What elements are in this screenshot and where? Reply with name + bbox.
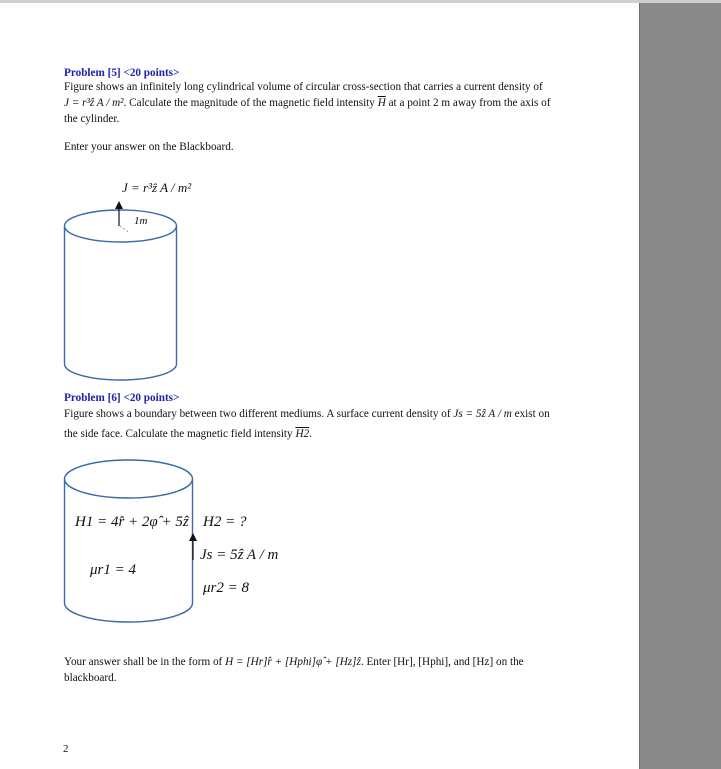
problem5-enter-instruction: Enter your answer on the Blackboard. xyxy=(64,141,234,153)
fig2-h1-label: H1 = 4r̂ + 2φ̂ + 5ẑ xyxy=(75,514,189,530)
fig1-cylinder xyxy=(65,210,177,380)
problem6-title: Problem [6] <20 points> xyxy=(64,392,180,404)
answer-form-intro: Your answer shall be in the form of xyxy=(64,656,223,668)
fig1-current-arrow xyxy=(115,201,123,226)
fig2-js-label: Js = 5ẑ A / m xyxy=(200,547,279,563)
top-strip xyxy=(0,0,721,3)
problem6-line1-b: exist on xyxy=(514,408,550,420)
fig2-h2-label: H2 = ? xyxy=(203,514,247,530)
fig2-cylinder-bottom xyxy=(65,603,193,622)
current-density-formula: J = r³ẑ A / m² xyxy=(64,97,124,109)
fig1-radius-line xyxy=(120,226,130,233)
fig2-mu1-label: μr1 = 4 xyxy=(90,562,136,578)
problem5-title: Problem [5] <20 points> xyxy=(64,67,180,79)
h2-symbol: H2 xyxy=(295,428,310,440)
fig2-surface-current-arrow xyxy=(189,533,197,560)
problem6-line1-a: Figure shows a boundary between two different mediums. A surface current density of xyxy=(64,408,451,420)
fig2-cylinder xyxy=(65,460,193,622)
fig2-cylinder-top xyxy=(65,460,193,498)
problem5-line3: the cylinder. xyxy=(64,113,120,125)
problem6-answer-line2: blackboard. xyxy=(64,672,117,684)
answer-form-formula: H = [Hr]r̂ + [Hphi]φ̂ + [Hz]ẑ xyxy=(225,656,361,668)
fig1-cylinder-bottom xyxy=(65,364,177,380)
problem6-line2-a: the side face. Calculate the magnetic field intensity xyxy=(64,428,293,440)
page-number: 2 xyxy=(63,743,69,755)
problem5-line1: Figure shows an infinitely long cylindrical volume of circular cross-section that carries a current density of xyxy=(64,81,543,93)
fig1-radius-label: 1m xyxy=(134,215,148,227)
problem6-line2-b: . xyxy=(309,428,312,440)
fig2-mu2-label: μr2 = 8 xyxy=(203,580,249,596)
fig1-current-density-label: J = r³ẑ A / m² xyxy=(122,180,192,195)
h-symbol: $\overline{H}$ xyxy=(377,97,386,109)
answer-form-rest: . Enter [Hr], [Hphi], and [Hz] on the xyxy=(360,656,524,668)
problem5-line2-tail: at a point 2 m away from the axis of xyxy=(388,97,551,109)
surface-current-formula: Js = 5ẑ A / m xyxy=(453,408,512,420)
problem5-line2-rest: . Calculate the magnitude of the magnetic field intensity xyxy=(123,97,375,109)
